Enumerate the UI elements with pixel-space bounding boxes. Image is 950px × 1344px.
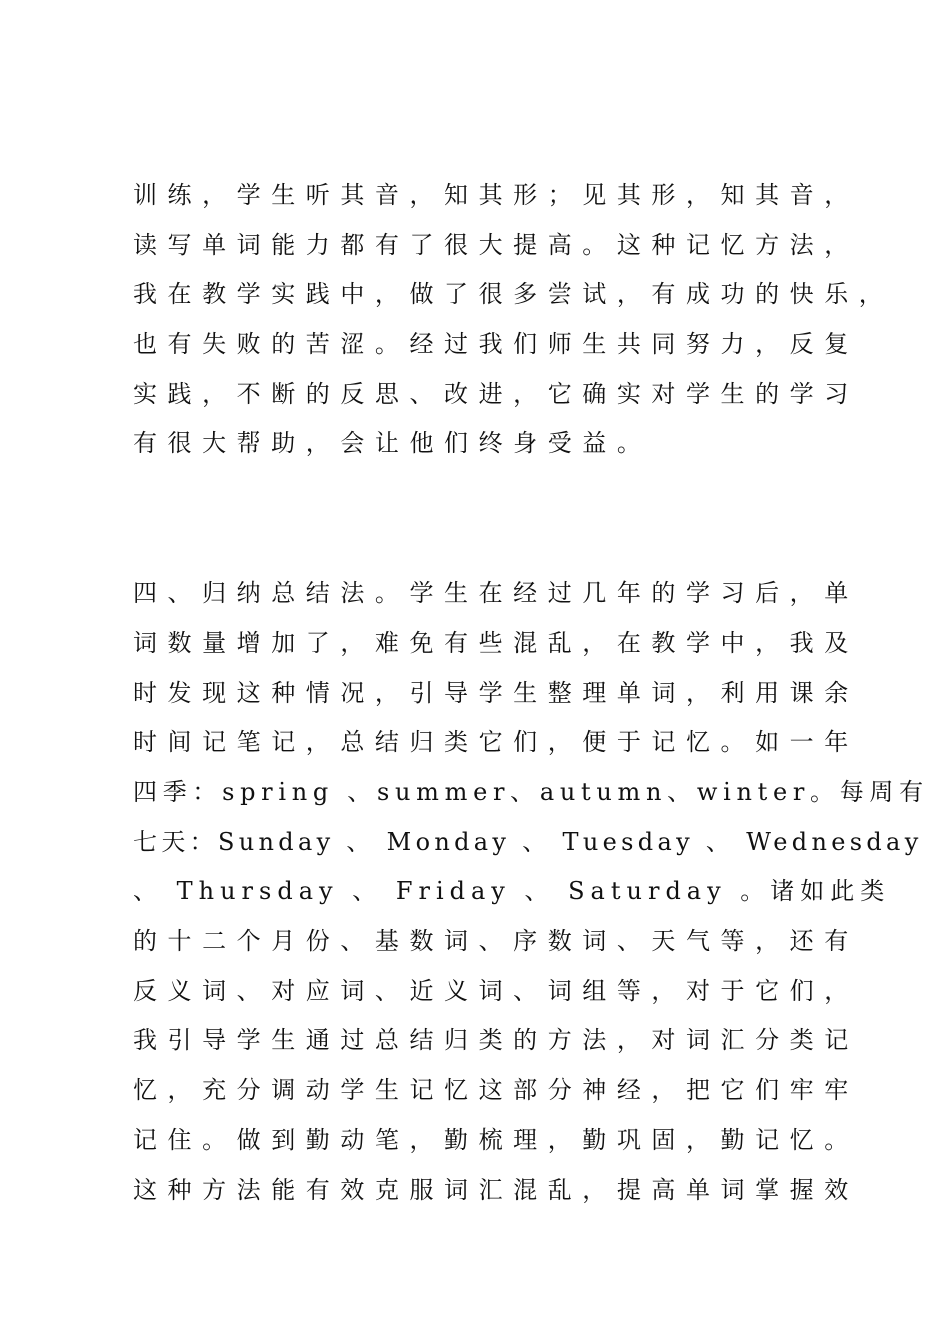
paragraph-1-line-3: 我在教学实践中，做了很多尝试，有成功的快乐， [133, 280, 894, 308]
paragraph-2-line-7: 、 Thursday 、 Friday 、 Saturday 。诸如此类 [133, 877, 891, 905]
paragraph-2-line-2: 词数量增加了，难免有些混乱，在教学中，我及 [133, 629, 859, 657]
paragraph-1-line-1: 训练，学生听其音，知其形；见其形，知其音， [133, 181, 859, 209]
paragraph-2-line-10: 我引导学生通过总结归类的方法，对词汇分类记 [133, 1026, 859, 1054]
paragraph-1-line-6: 有很大帮助，会让他们终身受益。 [133, 429, 652, 457]
paragraph-1-line-2: 读写单词能力都有了很大提高。这种记忆方法， [133, 231, 859, 259]
paragraph-2-line-1: 四、归纳总结法。学生在经过几年的学习后，单 [133, 579, 859, 607]
paragraph-2-line-8: 的十二个月份、基数词、序数词、天气等，还有 [133, 927, 859, 955]
paragraph-1-line-5: 实践，不断的反思、改进，它确实对学生的学习 [133, 380, 859, 408]
paragraph-2-line-9: 反义词、对应词、近义词、词组等，对于它们， [133, 977, 859, 1005]
paragraph-2-line-3: 时发现这种情况，引导学生整理单词，利用课余 [133, 679, 859, 707]
paragraph-2-line-6: 七天：Sunday 、 Monday 、 Tuesday 、 Wednesday [133, 828, 923, 856]
paragraph-1-line-4: 也有失败的苦涩。经过我们师生共同努力，反复 [133, 330, 859, 358]
paragraph-2-line-12: 记住。做到勤动笔，勤梳理，勤巩固，勤记忆。 [133, 1126, 859, 1154]
paragraph-2-line-13: 这种方法能有效克服词汇混乱，提高单词掌握效 [133, 1176, 859, 1204]
paragraph-2-line-4: 时间记笔记，总结归类它们，便于记忆。如一年 [133, 728, 859, 756]
paragraph-2-line-11: 忆，充分调动学生记忆这部分神经，把它们牢牢 [133, 1076, 859, 1104]
paragraph-2-line-5: 四季：spring 、summer、autumn、winter。每周有 [133, 778, 929, 806]
